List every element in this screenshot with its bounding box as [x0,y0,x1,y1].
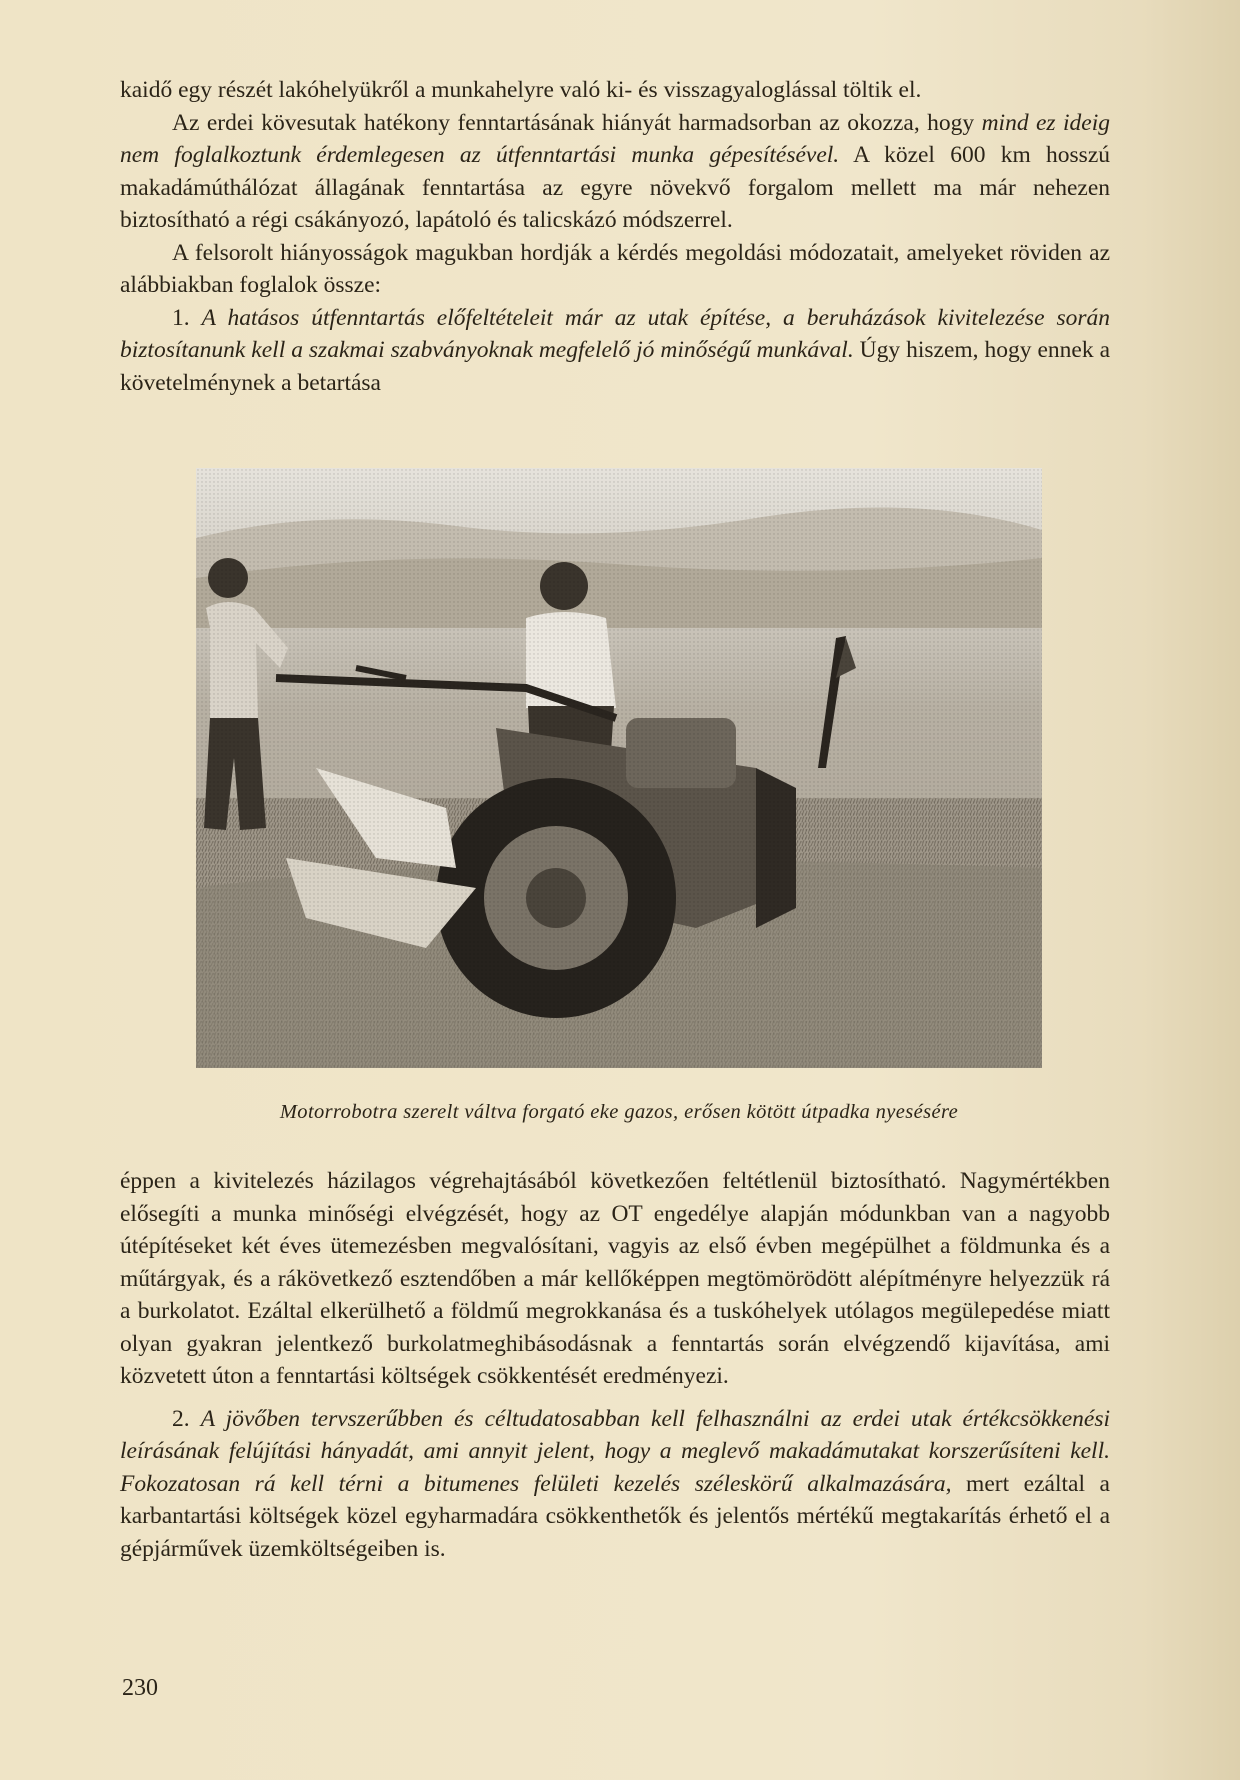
bottom-text-block [120,1165,1110,1565]
page-number: 230 [122,1675,158,1701]
paragraph-4: 1. A hatásos útfenntartás előfeltételeit már az utak építése, a beruházások kivitelezése során biztosítanunk kell a szakmai szabványoknak megfelelő jó minőségű munkával. Úgy hiszem, hogy ennek a követelménynek a betartása [120,304,1111,396]
paragraph-1: kaidő egy részét lakóhelyükről a munkahelyre való ki- és visszagyaloglással töltik el. [120,77,922,103]
figure-caption: Motorrobotra szerelt váltva forgató eke gazos, erősen kötött útpadka nyesésére [279,1101,959,1123]
emphasis-text: A jövőben tervszerűbben és céltudatosabban kell felhasználni az erdei utak értékcsökkenési leírásának felújítási hányadát, ami annyit jelent, hogy a meglevő makadámutakat korszerűsíteni kell. Fokozatosan rá kell térni a bitumenes felületi kezelés széleskörű alkalmazására, [120,1405,1110,1497]
photo-walking-tractor-plough [196,468,1042,1068]
paragraph-6: 2. A jövőben tervszerűbben és céltudatosabban kell felhasználni az erdei utak értékcsökkenési leírásának felújítási hányadát, ami annyit jelent, hogy a meglevő makadámutakat korszerűsíteni kell. Fokozatosan rá kell térni a bitumenes felületi kezelés széleskörű alkalmazására, mert ezáltal a karbantartási költségek közel egyharmadára csökkenthetők és jelentős mértékű megtakarítás érhető el a gépjárművek üzemköltségeiben is. [120,1405,1110,1562]
top-text-block [120,74,1110,399]
emphasis-text: mind ez ideig nem foglalkoztunk érdemlegesen az útfenntartási munka gépesítésével. [120,109,1110,168]
emphasis-text: A hatásos útfenntartás előfeltételeit már az utak építése, a beruházások kivitelezése során biztosítanunk kell a szakmai szabványoknak megfelelő jó minőségű munkával. [120,304,1111,363]
paragraph-3: A felsorolt hiányosságok magukban hordják a kérdés megoldási módozatait, amelyeket röviden az alábbiakban foglalok össze: [120,239,1110,298]
paragraph-5: éppen a kivitelezés házilagos végrehajtásából következően feltétlenül biztosítható. Nagymértékben elősegíti a munka minőségi elvégzését, hogy az OT engedélye alapján módunkban van a nagyobb útépítéseket két éves ütemezésben megvalósítani, vagyis az első évben megépülhet a földmunka és a műtárgyak, és a rákövetkező esztendőben a már kellőképpen megtömörödött alépítményre helyezzük rá a burkolatot. Ezáltal elkerülhető a földmű megrokkanása és a tuskóhelyek utólagos megülepedése miatt olyan gyakran jelentkező burkolatmeghibásodásnak a fenntartás során elvégzendő kijavítása, ami közvetett úton a fenntartási költségek csökkentését eredményezi. [120,1168,1110,1389]
paragraph-2: Az erdei kövesutak hatékony fenntartásának hiányát harmadsorban az okozza, hogy mind ez ideig nem foglalkoztunk érdemlegesen az útfenntartási munka gépesítésével. A közel 600 km hosszú makadámúthálózat állagának fenntartása az egyre növekvő forgalom mellett ma már nehezen biztosítható a régi csákányozó, lapátoló és talicskázó módszerrel. [120,109,1110,233]
